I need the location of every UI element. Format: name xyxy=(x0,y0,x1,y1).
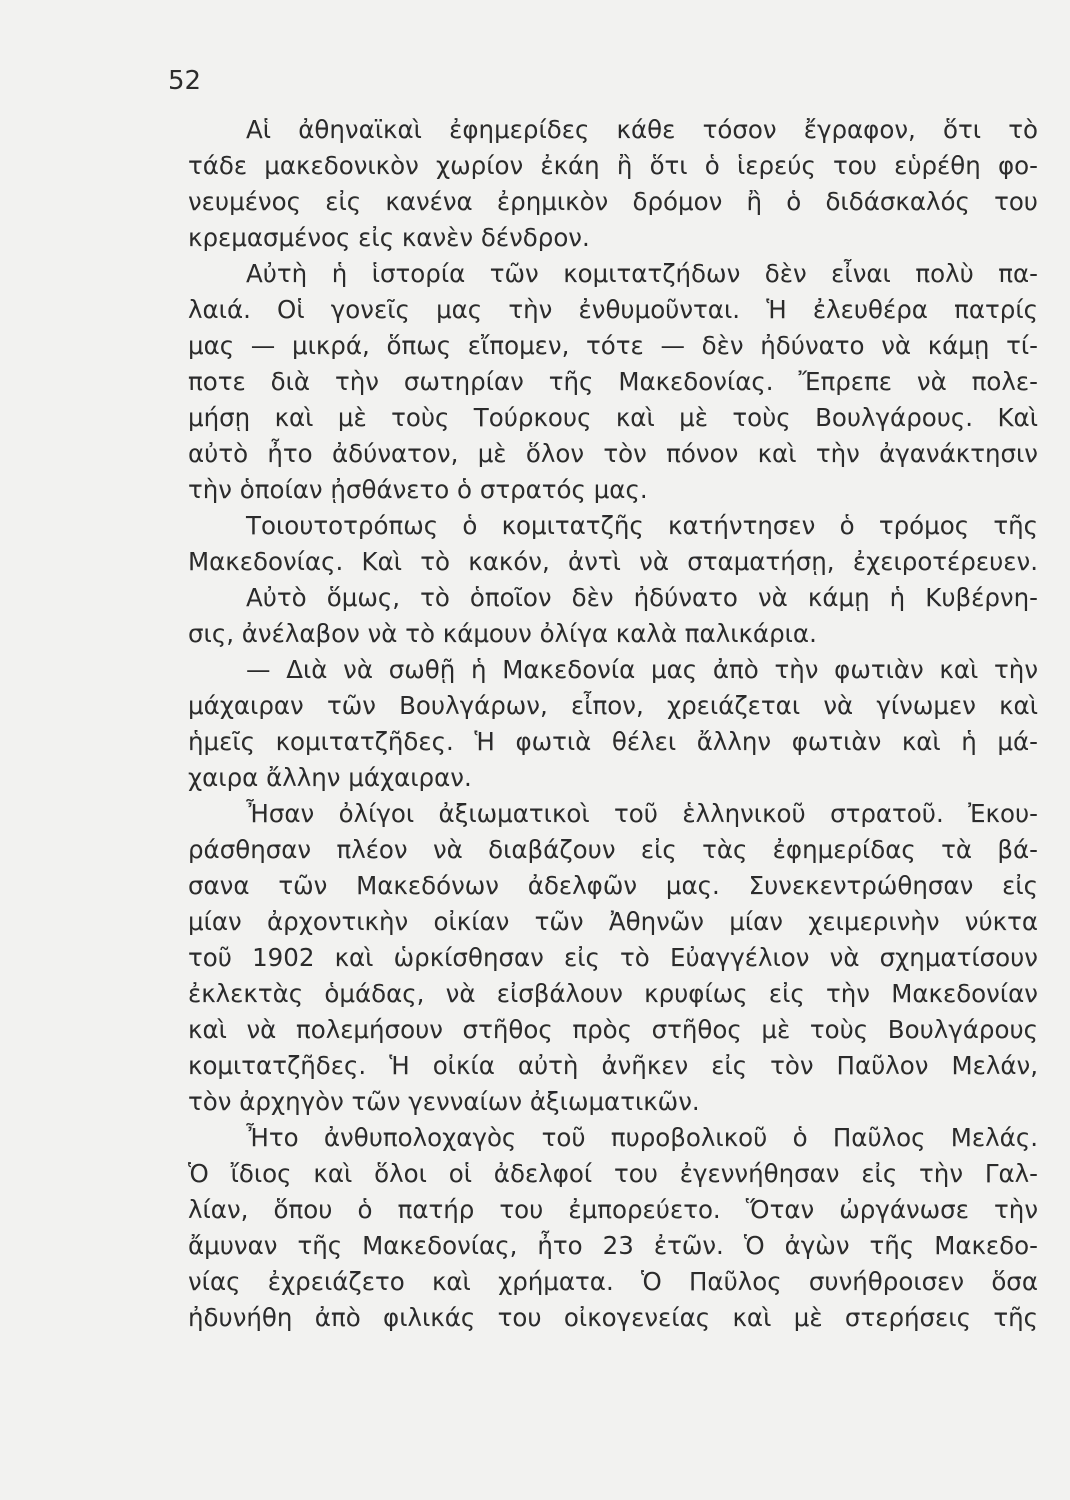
text-line: μίαν ἀρχοντικὴν οἰκίαν τῶν Ἀθηνῶν μίαν χειμερινὴν νύκτα xyxy=(188,907,1038,936)
text-line: χαιρα ἄλλην μάχαιραν. xyxy=(188,763,472,792)
text-line: κρεμασμένος εἰς κανὲν δένδρον. xyxy=(188,223,590,252)
text-line: Μακεδονίας. Καὶ τὸ κακόν, ἀντὶ νὰ σταματήσῃ, ἐχειροτέρευεν. xyxy=(188,547,1038,576)
text-line: τὸν ἀρχηγὸν τῶν γενναίων ἀξιωματικῶν. xyxy=(188,1087,700,1116)
text-line: Ἦτο ἀνθυπολοχαγὸς τοῦ πυροβολικοῦ ὁ Παῦλος Μελάς. xyxy=(246,1123,1038,1152)
text-line: Αὐτὸ ὅμως, τὸ ὁποῖον δὲν ἠδύνατο νὰ κάμῃ ἡ Κυβέρνη- xyxy=(246,583,1038,612)
text-line: ποτε διὰ τὴν σωτηρίαν τῆς Μακεδονίας. Ἔπρεπε νὰ πολε- xyxy=(188,367,1038,396)
text-line: ράσθησαν πλέον νὰ διαβάζουν εἰς τὰς ἐφημερίδας τὰ βά- xyxy=(188,835,1038,864)
text-line: Αἱ ἀθηναϊκαὶ ἐφημερίδες κάθε τόσον ἔγραφον, ὅτι τὸ xyxy=(246,115,1038,144)
text-line: — Διὰ νὰ σωθῇ ἡ Μακεδονία μας ἀπὸ τὴν φωτιὰν καὶ τὴν xyxy=(246,655,1038,684)
text-line: σις, ἀνέλαβον νὰ τὸ κάμουν ὀλίγα καλὰ παλικάρια. xyxy=(188,619,817,648)
text-line: ἠδυνήθη ἀπὸ φιλικάς του οἰκογενείας καὶ μὲ στερήσεις τῆς xyxy=(188,1303,1038,1332)
text-line: μάχαιραν τῶν Βουλγάρων, εἶπον, χρειάζεται νὰ γίνωμεν καὶ xyxy=(188,691,1038,720)
text-line: ἐκλεκτὰς ὁμάδας, νὰ εἰσβάλουν κρυφίως εἰς τὴν Μακεδονίαν xyxy=(188,979,1038,1008)
text-line: νίας ἐχρειάζετο καὶ χρήματα. Ὁ Παῦλος συνήθροισεν ὅσα xyxy=(188,1267,1038,1296)
body-text xyxy=(188,112,1038,1336)
text-line: τὴν ὁποίαν ᾐσθάνετο ὁ στρατός μας. xyxy=(188,475,648,504)
text-line: Ὁ ἴδιος καὶ ὅλοι οἱ ἀδελφοί του ἐγεννήθησαν εἰς τὴν Γαλ- xyxy=(188,1159,1038,1188)
text-line: μας — μικρά, ὅπως εἴπομεν, τότε — δὲν ἠδύνατο νὰ κάμῃ τί- xyxy=(188,331,1038,360)
text-line: αὐτὸ ἦτο ἀδύνατον, μὲ ὅλον τὸν πόνον καὶ τὴν ἀγανάκτησιν xyxy=(188,439,1038,468)
text-line: τοῦ 1902 καὶ ὡρκίσθησαν εἰς τὸ Εὐαγγέλιον νὰ σχηματίσουν xyxy=(188,943,1038,972)
text-line: μήσῃ καὶ μὲ τοὺς Τούρκους καὶ μὲ τοὺς Βουλγάρους. Καὶ xyxy=(188,403,1038,432)
text-line: ἄμυναν τῆς Μακεδονίας, ἦτο 23 ἐτῶν. Ὁ ἀγὼν τῆς Μακεδο- xyxy=(188,1231,1038,1260)
text-line: ἡμεῖς κομιτατζῆδες. Ἡ φωτιὰ θέλει ἄλλην φωτιὰν καὶ ἡ μά- xyxy=(188,727,1038,756)
text-line: Ἦσαν ὀλίγοι ἀξιωματικοὶ τοῦ ἑλληνικοῦ στρατοῦ. Ἐκου- xyxy=(246,799,1038,828)
text-line: λαιά. Οἱ γονεῖς μας τὴν ἐνθυμοῦνται. Ἡ ἐλευθέρα πατρίς xyxy=(188,295,1038,324)
text-line: Τοιουτοτρόπως ὁ κομιτατζῆς κατήντησεν ὁ τρόμος τῆς xyxy=(246,511,1038,540)
text-line: λίαν, ὅπου ὁ πατήρ του ἐμπορεύετο. Ὅταν ὠργάνωσε τὴν xyxy=(188,1195,1038,1224)
text-line: κομιτατζῆδες. Ἡ οἰκία αὐτὴ ἀνῆκεν εἰς τὸν Παῦλον Μελάν, xyxy=(188,1051,1038,1080)
text-line: νευμένος εἰς κανένα ἐρημικὸν δρόμον ἢ ὁ διδάσκαλός του xyxy=(188,187,1038,216)
page-number: 52 xyxy=(168,66,202,96)
text-line: Αὐτὴ ἡ ἱστορία τῶν κομιτατζήδων δὲν εἶναι πολὺ πα- xyxy=(246,259,1038,288)
text-line: σανα τῶν Μακεδόνων ἀδελφῶν μας. Συνεκεντρώθησαν εἰς xyxy=(188,871,1038,900)
text-line: τάδε μακεδονικὸν χωρίον ἐκάη ἢ ὅτι ὁ ἱερεύς του εὑρέθη φο- xyxy=(188,151,1038,180)
text-line: καὶ νὰ πολεμήσουν στῆθος πρὸς στῆθος μὲ τοὺς Βουλγάρους xyxy=(188,1015,1038,1044)
